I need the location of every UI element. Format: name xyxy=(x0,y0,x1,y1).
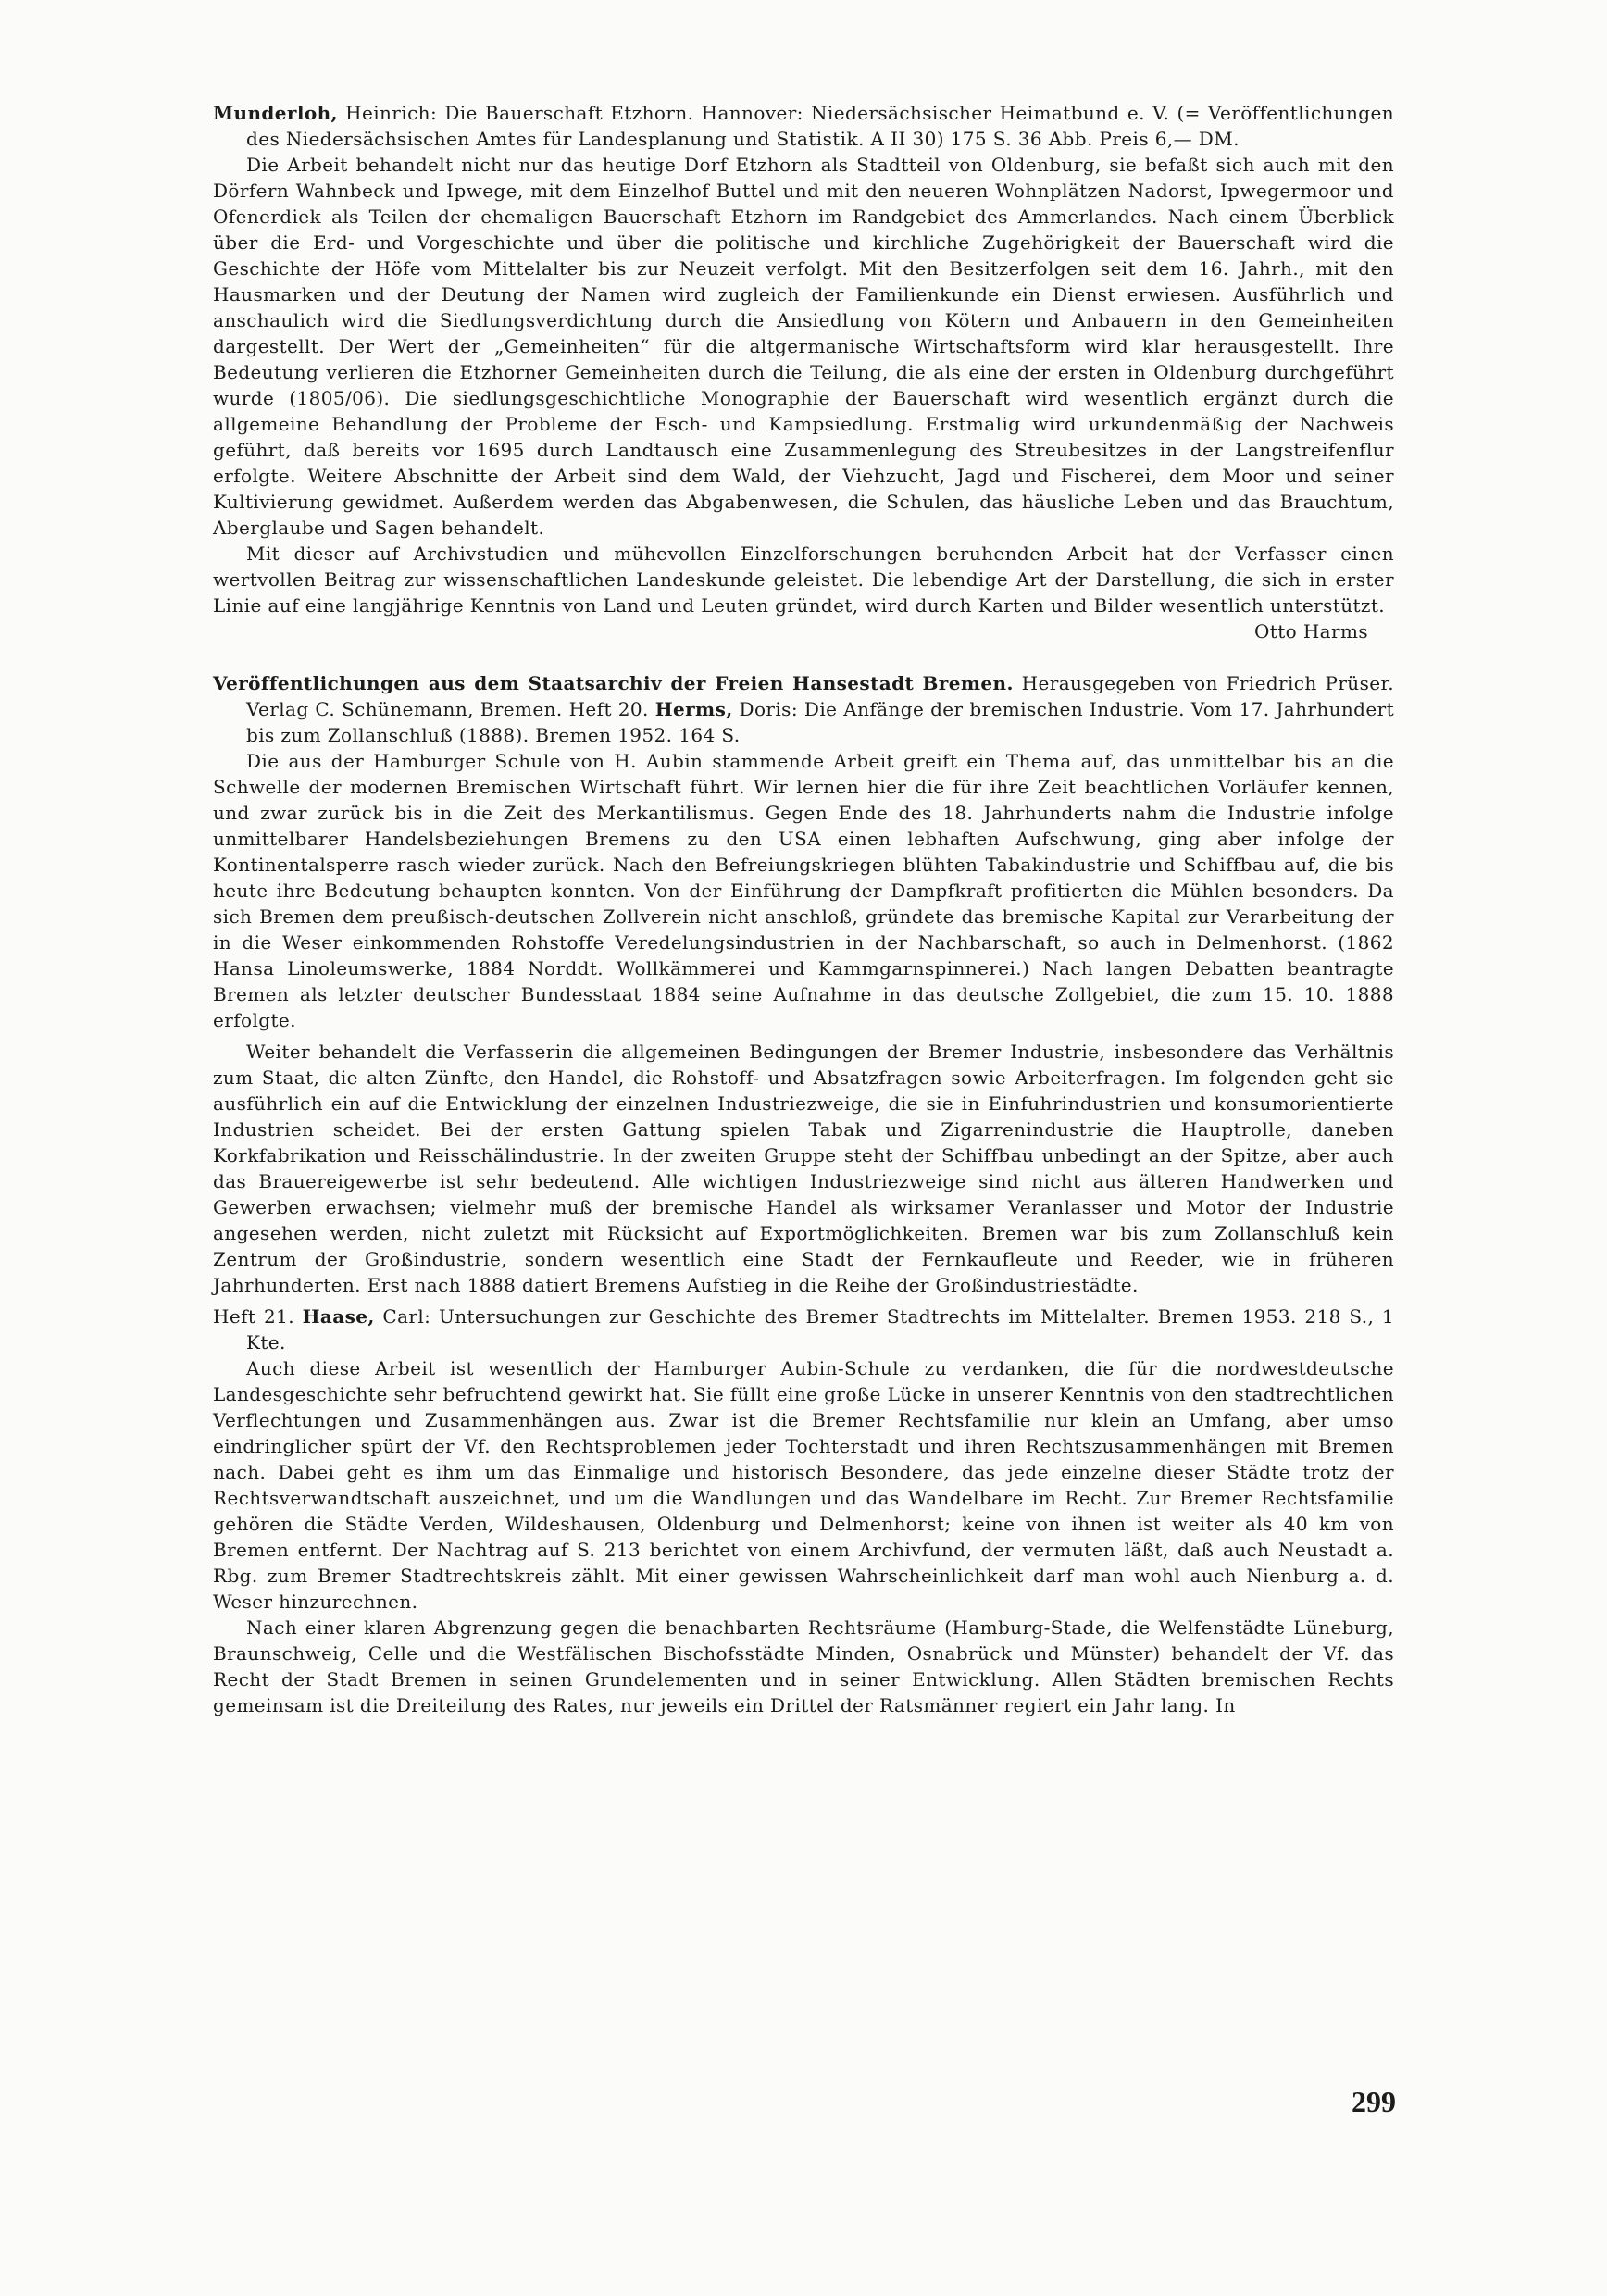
review-1-paragraph-1: Die Arbeit behandelt nicht nur das heutige Dorf Etzhorn als Stadtteil von Oldenburg, sie befaßt sich auch mit den Dörfern Wahnbeck und Ipwege, mit dem Einzelhof Buttel und mit den neueren Wohnplätzen Nadorst, Ipwegermoor und Ofenerdiek als Teilen der ehemaligen Bauerschaft Etzhorn im Randgebiet des Ammerlandes. Nach einem Überblick über die Erd- und Vorgeschichte und über die politische und kirchliche Zugehörigkeit der Bauerschaft wird die Geschichte der Höfe vom Mittelalter bis zur Neuzeit verfolgt. Mit den Besitzerfolgen seit dem 16. Jahrh., mit den Hausmarken und der Deutung der Namen wird zugleich der Familienkunde ein Dienst erwiesen. Ausführlich und anschaulich wird die Siedlungsverdichtung durch die Ansiedlung von Kötern und Anbauern in den Gemeinheiten dargestellt. Der Wert der „Gemeinheiten“ für die altgermanische Wirtschaftsform wird klar herausgestellt. Ihre Bedeutung verlieren die Etzhorner Gemeinheiten durch die Teilung, die als eine der ersten in Oldenburg durchgeführt wurde (1805/06). Die siedlungsgeschichtliche Monographie der Bauerschaft wird wesentlich ergänzt durch die allgemeine Behandlung der Probleme der Esch- und Kampsiedlung. Erstmalig wird urkundenmäßig der Nachweis geführt, daß bereits vor 1695 durch Landtausch eine Zusammenlegung des Streubesitzes in der Langstreifenflur erfolgte. Weitere Abschnitte der Arbeit sind dem Wald, der Viehzucht, Jagd und Fischerei, dem Moor und seiner Kultivierung gewidmet. Außerdem werden das Abgabenwesen, die Schulen, das häusliche Leben und das Brauchtum, Aberglaube und Sagen behandelt. xyxy=(213,154,1394,539)
review-2-author: Herms, xyxy=(654,698,733,720)
review-1-paragraph-2: Mit dieser auf Archivstudien und mühevollen Einzelforschungen beruhenden Arbeit hat der Verfasser einen wertvollen Beitrag zur wissenschaftlichen Landeskunde geleistet. Die lebendige Art der Darstellung, die sich in erster Linie auf eine langjährige Kenntnis von Land und Leuten gründet, wird durch Karten und Bilder wesentlich unterstützt. xyxy=(213,543,1394,617)
review-1-author: Munderloh, xyxy=(213,102,338,124)
review-2-paragraph-2: Weiter behandelt die Verfasserin die allgemeinen Bedingungen der Bremer Industrie, insbesondere das Verhältnis zum Staat, die alten Zünfte, den Handel, die Rohstoff- und Absatzfragen sowie Arbeiterfragen. Im folgenden geht sie ausführlich ein auf die Entwicklung der einzelnen Industriezweige, die sie in Einfuhrindustrien und konsumorientierte Industrien scheidet. Bei der ersten Gattung spielen Tabak und Zigarrenindustrie die Hauptrolle, daneben Korkfabrikation und Reisschälindustrie. In der zweiten Gruppe steht der Schiffbau unbedingt an der Spitze, aber auch das Brauereigewerbe ist sehr bedeutend. Alle wichtigen Industriezweige sind nicht aus älteren Handwerken und Gewerben erwachsen; vielmehr muß der bremische Handel als wirksamer Veranlasser und Motor der Industrie angesehen werden, nicht zuletzt mit Rücksicht auf Exportmöglichkeiten. Bremen war bis zum Zollanschluß kein Zentrum der Großindustrie, sondern wesentlich eine Stadt der Fernkaufleute und Reeder, wie in früheren Jahrhunderten. Erst nach 1888 datiert Bremens Aufstieg in die Reihe der Großindustriestädte. xyxy=(213,1041,1394,1296)
review-3-citation: Carl: Untersuchungen zur Geschichte des Bremer Stadtrechts im Mittelalter. Bremen 1953. 218 S., 1 Kte. xyxy=(246,1305,1394,1354)
review-1-citation: Heinrich: Die Bauerschaft Etzhorn. Hannover: Niedersächsischer Heimatbund e. V. (= Veröffentlichungen des Niedersächsischen Amtes für Landesplanung und Statistik. A II 30) 175 S. 36 Abb. Preis 6,— DM. xyxy=(246,102,1394,150)
review-3-heading xyxy=(213,1304,1394,1355)
review-1-signature: Otto Harms xyxy=(1253,620,1368,643)
review-3-paragraph-2: Nach einer klaren Abgrenzung gegen die benachbarten Rechtsräume (Hamburg-Stade, die Welfenstädte Lüneburg, Braunschweig, Celle und die Westfälischen Bischofsstädte Minden, Osnabrück und Münster) behandelt der Vf. das Recht der Stadt Bremen in seinen Grundelementen und in seiner Entwicklung. Allen Städten bremischen Rechts gemeinsam ist die Dreiteilung des Rates, nur jeweils ein Drittel der Ratsmänner regiert ein Jahr lang. In xyxy=(213,1616,1394,1716)
review-2-paragraph-1: Die aus der Hamburger Schule von H. Aubin stammende Arbeit greift ein Thema auf, das unmittelbar bis an die Schwelle der modernen Bremischen Wirtschaft führt. Wir lernen hier die für ihre Zeit beachtlichen Vorläufer kennen, und zwar zurück bis in die Zeit des Merkantilismus. Gegen Ende des 18. Jahrhunderts nahm die Industrie infolge unmittelbarer Handelsbeziehungen Bremens zu den USA einen lebhaften Aufschwung, ging aber infolge der Kontinentalsperre rasch wieder zurück. Nach den Befreiungskriegen blühten Tabakindustrie und Schiffbau auf, die bis heute ihre Bedeutung behaupten konnten. Von der Einführung der Dampfkraft profitierten die Mühlen besonders. Da sich Bremen dem preußisch-deutschen Zollverein nicht anschloß, gründete das bremische Kapital zur Verarbeitung der in die Weser einkommenden Rohstoffe Veredelungsindustrien in der Nachbarschaft, so auch in Delmenhorst. (1862 Hansa Linoleumswerke, 1884 Norddt. Wollkämmerei und Kammgarnspinnerei.) Nach langen Debatten beantragte Bremen als letzter deutscher Bundesstaat 1884 seine Aufnahme in das deutsche Zollgebiet, die zum 15. 10. 1888 erfolgte. xyxy=(213,750,1394,1031)
review-2-heading xyxy=(213,670,1394,748)
review-3-author: Haase, xyxy=(302,1305,375,1328)
review-2-series-info: Herausgegeben von Friedrich Prüser. Verlag C. Schünemann, Bremen. Heft 20. xyxy=(246,672,1395,720)
review-3-prefix: Heft 21. xyxy=(213,1305,303,1328)
page-number: 299 xyxy=(1352,2085,1396,2118)
text-column xyxy=(213,100,1394,1718)
review-2-series-title: Veröffentlichungen aus dem Staatsarchiv der Freien Hansestadt Bremen. xyxy=(213,672,1014,694)
section-gap xyxy=(213,644,1394,670)
review-1-heading xyxy=(213,100,1394,152)
review-3-paragraph-1: Auch diese Arbeit ist wesentlich der Hamburger Aubin-Schule zu verdanken, die für die nordwestdeutsche Landesgeschichte sehr befruchtend gewirkt hat. Sie füllt eine große Lücke in unserer Kenntnis von den stadtrechtlichen Verflechtungen und Zusammenhängen aus. Zwar ist die Bremer Rechtsfamilie nur klein an Umfang, aber umso eindringlicher spürt der Vf. den Rechtsproblemen jeder Tochterstadt und ihren Rechtszusammenhängen mit Bremen nach. Dabei geht es ihm um das Einmalige und historisch Besondere, das jede einzelne dieser Städte trotz der Rechtsverwandtschaft auszeichnet, und um die Wandlungen und das Wandelbare im Recht. Zur Bremer Rechtsfamilie gehören die Städte Verden, Wildeshausen, Oldenburg und Delmenhorst; keine von ihnen ist weiter als 40 km von Bremen entfernt. Der Nachtrag auf S. 213 berichtet von einem Archivfund, der vermuten läßt, daß auch Neustadt a. Rbg. zum Bremer Stadtrechtskreis zählt. Mit einer gewissen Wahrscheinlichkeit darf man wohl auch Nienburg a. d. Weser hinzurechnen. xyxy=(213,1357,1394,1613)
review-2-citation: Doris: Die Anfänge der bremischen Industrie. Vom 17. Jahrhundert bis zum Zollanschluß (1888). Bremen 1952. 164 S. xyxy=(246,698,1395,746)
